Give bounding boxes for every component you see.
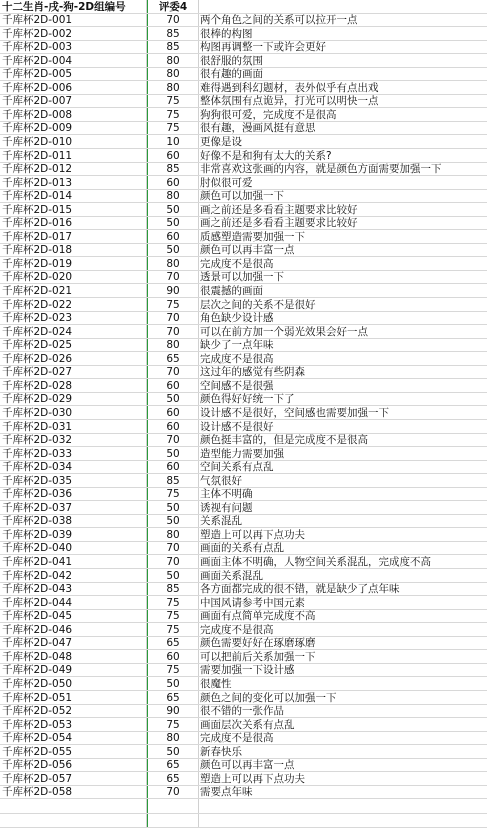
header-row <box>0 1 487 14</box>
score-cell[interactable]: 65 <box>166 637 180 650</box>
comment-cell[interactable]: 主体不明确 <box>200 488 253 501</box>
score-cell[interactable]: 85 <box>166 474 180 487</box>
id-cell[interactable]: 千库杯2D-037 <box>2 501 73 514</box>
comment-cell[interactable]: 肘似很可爱 <box>200 176 253 189</box>
table-row <box>0 475 487 488</box>
score-cell[interactable]: 90 <box>166 285 180 297</box>
score-cell[interactable]: 85 <box>166 41 180 54</box>
comment-cell[interactable]: 画面有点简单完成度不高 <box>200 610 316 623</box>
id-cell[interactable]: 千库杯2D-049 <box>2 664 73 677</box>
table-row <box>0 95 487 108</box>
score-cell[interactable]: 70 <box>166 556 180 568</box>
comment-cell[interactable]: 整体氛围有点诡异，打光可以明快一点 <box>200 95 379 108</box>
score-cell[interactable]: 85 <box>166 583 180 596</box>
header-score-cell[interactable]: 评委4 <box>158 1 188 13</box>
table-row <box>0 692 487 705</box>
score-cell[interactable]: 50 <box>166 217 180 230</box>
table-row <box>0 407 487 420</box>
comment-cell[interactable]: 各方面都完成的很不错，就是缺少了点年味 <box>200 583 400 596</box>
comment-cell[interactable]: 颜色可以加强一下 <box>200 190 284 203</box>
comment-cell[interactable]: 画面层次关系有点乱 <box>200 718 295 731</box>
comment-cell[interactable]: 透景可以加强一下 <box>200 271 284 284</box>
table-row <box>0 326 487 339</box>
comment-cell[interactable]: 狗狗很可爱，完成度不是很高 <box>200 108 337 121</box>
comment-cell[interactable]: 颜色得好好统一下了 <box>200 393 295 406</box>
score-cell[interactable]: 80 <box>166 339 180 352</box>
comment-cell[interactable]: 画面主体不明确，人物空间关系混乱，完成度不高 <box>200 556 431 568</box>
comment-cell[interactable]: 角色缺少设计感 <box>200 312 274 325</box>
table-row <box>0 678 487 691</box>
score-cell[interactable]: 75 <box>166 488 180 501</box>
table-row <box>0 339 487 352</box>
score-cell[interactable]: 75 <box>166 298 180 311</box>
id-cell[interactable]: 千库杯2D-008 <box>2 108 73 121</box>
id-cell[interactable]: 千库杯2D-045 <box>2 610 73 623</box>
comment-cell[interactable]: 颜色挺丰富的，但是完成度不是很高 <box>200 434 368 447</box>
score-cell[interactable]: 80 <box>166 68 180 81</box>
id-cell[interactable]: 千库杯2D-015 <box>2 203 73 216</box>
id-cell[interactable]: 千库杯2D-005 <box>2 68 73 81</box>
table-row <box>0 258 487 271</box>
score-cell[interactable]: 60 <box>166 230 180 243</box>
id-cell[interactable]: 千库杯2D-016 <box>2 217 73 230</box>
table-row <box>0 366 487 379</box>
table-row <box>0 529 487 542</box>
id-cell[interactable]: 千库杯2D-014 <box>2 190 73 203</box>
table-row <box>0 732 487 745</box>
score-cell[interactable]: 75 <box>166 610 180 623</box>
comment-cell[interactable]: 很棒的构图 <box>200 27 253 40</box>
id-cell[interactable]: 千库杯2D-001 <box>2 14 73 26</box>
score-cell[interactable]: 60 <box>166 650 180 663</box>
id-cell[interactable]: 千库杯2D-051 <box>2 691 73 704</box>
score-cell[interactable]: 10 <box>166 135 180 148</box>
id-cell[interactable]: 千库杯2D-010 <box>2 135 73 148</box>
comment-cell[interactable]: 颜色需要好好在琢磨琢磨 <box>200 637 316 650</box>
table-row <box>0 82 487 95</box>
table-row <box>0 271 487 284</box>
score-cell[interactable]: 75 <box>166 95 180 108</box>
comment-cell[interactable]: 画面的关系有点乱 <box>200 542 284 555</box>
comment-cell[interactable]: 画面关系混乱 <box>200 569 263 582</box>
id-cell[interactable]: 千库杯2D-032 <box>2 434 73 447</box>
table-row <box>0 570 487 583</box>
comment-cell[interactable]: 气氛很好 <box>200 474 242 487</box>
table-row <box>0 109 487 122</box>
score-cell[interactable]: 50 <box>166 569 180 582</box>
table-row <box>0 217 487 230</box>
score-cell[interactable]: 50 <box>166 515 180 528</box>
table-row <box>0 312 487 325</box>
comment-cell[interactable]: 很舒服的氛围 <box>200 54 263 67</box>
header-id-cell[interactable]: 十二生肖-戌-狗-2D组编号 <box>2 1 126 13</box>
id-cell[interactable]: 千库杯2D-050 <box>2 677 73 690</box>
score-cell[interactable]: 60 <box>166 379 180 392</box>
id-cell[interactable]: 千库杯2D-043 <box>2 583 73 596</box>
id-cell[interactable]: 千库杯2D-058 <box>2 786 73 799</box>
id-cell[interactable]: 千库杯2D-009 <box>2 122 73 135</box>
id-cell[interactable]: 千库杯2D-031 <box>2 420 73 433</box>
comment-cell[interactable]: 难得遇到科幻题材，表外似乎有点出戏 <box>200 81 379 94</box>
table-row <box>0 705 487 718</box>
comment-cell[interactable]: 很震撼的画面 <box>200 285 263 297</box>
table-row <box>0 556 487 569</box>
comment-cell[interactable]: 完成度不是很高 <box>200 257 274 270</box>
table-row <box>0 759 487 772</box>
id-cell[interactable]: 千库杯2D-052 <box>2 705 73 718</box>
id-cell[interactable]: 千库杯2D-053 <box>2 718 73 731</box>
comment-cell[interactable]: 空间关系有点乱 <box>200 461 274 474</box>
id-cell[interactable]: 千库杯2D-028 <box>2 379 73 392</box>
score-cell[interactable]: 65 <box>166 759 180 772</box>
comment-cell[interactable]: 关系混乱 <box>200 515 242 528</box>
id-cell[interactable]: 千库杯2D-007 <box>2 95 73 108</box>
score-cell[interactable]: 60 <box>166 461 180 474</box>
table-row <box>0 515 487 528</box>
score-cell[interactable]: 75 <box>166 718 180 731</box>
comment-cell[interactable]: 画之前还是多看看主题要求比较好 <box>200 203 358 216</box>
id-cell[interactable]: 千库杯2D-018 <box>2 244 73 257</box>
table-row <box>0 136 487 149</box>
table-row <box>0 244 487 257</box>
score-cell[interactable]: 65 <box>166 772 180 785</box>
comment-cell[interactable]: 新春快乐 <box>200 745 242 758</box>
id-cell[interactable]: 千库杯2D-054 <box>2 732 73 745</box>
score-cell[interactable]: 50 <box>166 745 180 758</box>
table-row <box>0 542 487 555</box>
score-cell[interactable]: 80 <box>166 257 180 270</box>
score-cell[interactable]: 60 <box>166 420 180 433</box>
score-cell[interactable]: 75 <box>166 122 180 135</box>
score-cell[interactable]: 65 <box>166 691 180 704</box>
score-cell[interactable]: 65 <box>166 352 180 365</box>
score-cell[interactable]: 85 <box>166 27 180 40</box>
comment-cell[interactable]: 设计感不是很好 <box>200 420 274 433</box>
table-row <box>0 746 487 759</box>
score-cell[interactable]: 80 <box>166 190 180 203</box>
score-cell[interactable]: 80 <box>166 528 180 541</box>
id-cell[interactable]: 千库杯2D-048 <box>2 650 73 663</box>
comment-cell[interactable]: 画之前还是多看看主题要求比较好 <box>200 217 358 230</box>
table-row <box>0 163 487 176</box>
id-cell[interactable]: 千库杯2D-047 <box>2 637 73 650</box>
score-cell[interactable]: 50 <box>166 203 180 216</box>
id-cell[interactable]: 千库杯2D-036 <box>2 488 73 501</box>
score-cell[interactable]: 75 <box>166 108 180 121</box>
comment-cell[interactable]: 诱视有问题 <box>200 501 253 514</box>
score-cell[interactable]: 60 <box>166 176 180 189</box>
comment-cell[interactable]: 设计感不是很好，空间感也需要加强一下 <box>200 406 389 419</box>
id-cell[interactable]: 千库杯2D-013 <box>2 176 73 189</box>
table-row <box>0 448 487 461</box>
id-cell[interactable]: 千库杯2D-041 <box>2 556 73 568</box>
score-cell[interactable]: 70 <box>166 786 180 799</box>
table-row <box>0 421 487 434</box>
id-cell[interactable]: 千库杯2D-020 <box>2 271 73 284</box>
comment-cell[interactable]: 很有趣，漫画风挺有意思 <box>200 122 316 135</box>
score-cell[interactable]: 70 <box>166 366 180 379</box>
id-cell[interactable]: 千库杯2D-003 <box>2 41 73 54</box>
score-cell[interactable]: 50 <box>166 447 180 460</box>
comment-cell[interactable]: 中国风请参考中国元素 <box>200 596 305 609</box>
id-cell[interactable]: 千库杯2D-034 <box>2 461 73 474</box>
table-row <box>0 122 487 135</box>
table-row <box>0 68 487 81</box>
score-cell[interactable]: 75 <box>166 623 180 636</box>
score-cell[interactable]: 75 <box>166 596 180 609</box>
comment-cell[interactable]: 需要加强一下设计感 <box>200 664 295 677</box>
table-row <box>0 664 487 677</box>
comment-cell[interactable]: 可以在前方加一个弱光效果会好一点 <box>200 325 368 338</box>
id-cell[interactable]: 千库杯2D-035 <box>2 474 73 487</box>
score-cell[interactable]: 50 <box>166 393 180 406</box>
table-row <box>0 353 487 366</box>
table-row <box>0 583 487 596</box>
comment-cell[interactable]: 层次之间的关系不是很好 <box>200 298 316 311</box>
table-row <box>0 773 487 786</box>
table-row <box>0 637 487 650</box>
score-cell[interactable]: 70 <box>166 14 180 26</box>
id-cell[interactable]: 千库杯2D-021 <box>2 285 73 297</box>
table-row <box>0 502 487 515</box>
comment-cell[interactable]: 颜色可以再丰富一点 <box>200 759 295 772</box>
comment-cell[interactable]: 好像不是和狗有太大的关系? <box>200 149 332 162</box>
id-cell[interactable]: 千库杯2D-055 <box>2 745 73 758</box>
table-row <box>0 14 487 27</box>
score-cell[interactable]: 70 <box>166 434 180 447</box>
id-cell[interactable]: 千库杯2D-042 <box>2 569 73 582</box>
table-row <box>0 299 487 312</box>
score-cell[interactable]: 80 <box>166 81 180 94</box>
id-cell[interactable]: 千库杯2D-038 <box>2 515 73 528</box>
id-cell[interactable]: 千库杯2D-025 <box>2 339 73 352</box>
id-cell[interactable]: 千库杯2D-056 <box>2 759 73 772</box>
id-cell[interactable]: 千库杯2D-030 <box>2 406 73 419</box>
comment-cell[interactable]: 质感塑造需要加强一下 <box>200 230 305 243</box>
table-row <box>0 434 487 447</box>
comment-cell[interactable]: 颜色可以再丰富一点 <box>200 244 295 257</box>
table-row <box>0 231 487 244</box>
id-cell[interactable]: 千库杯2D-039 <box>2 528 73 541</box>
id-cell[interactable]: 千库杯2D-027 <box>2 366 73 379</box>
id-cell[interactable]: 千库杯2D-002 <box>2 27 73 40</box>
score-cell[interactable]: 90 <box>166 705 180 718</box>
id-cell[interactable]: 千库杯2D-022 <box>2 298 73 311</box>
table-row <box>0 190 487 203</box>
comment-cell[interactable]: 这过年的感觉有些阴森 <box>200 366 305 379</box>
comment-cell[interactable]: 很不错的一张作品 <box>200 705 284 718</box>
comment-cell[interactable]: 很有趣的画面 <box>200 68 263 81</box>
score-cell[interactable]: 70 <box>166 325 180 338</box>
comment-cell[interactable]: 完成度不是很高 <box>200 623 274 636</box>
score-cell[interactable]: 85 <box>166 163 180 176</box>
comment-cell[interactable]: 造型能力需要加强 <box>200 447 284 460</box>
table-row <box>0 28 487 41</box>
score-cell[interactable]: 60 <box>166 406 180 419</box>
comment-cell[interactable]: 非常喜欢这张画的内容，就是颜色方面需要加强一下 <box>200 163 442 176</box>
comment-cell[interactable]: 完成度不是很高 <box>200 732 274 745</box>
id-cell[interactable]: 千库杯2D-019 <box>2 257 73 270</box>
table-row <box>0 41 487 54</box>
score-cell[interactable]: 70 <box>166 312 180 325</box>
score-cell[interactable]: 70 <box>166 271 180 284</box>
score-cell[interactable]: 50 <box>166 501 180 514</box>
header-comment-cell[interactable] <box>200 1 487 13</box>
comment-cell[interactable]: 两个角色之间的关系可以拉开一点 <box>200 14 358 26</box>
comment-cell[interactable]: 塑造上可以再下点功夫 <box>200 528 305 541</box>
comment-cell[interactable]: 颜色之间的变化可以加强一下 <box>200 691 337 704</box>
table-row <box>0 204 487 217</box>
id-cell[interactable]: 千库杯2D-040 <box>2 542 73 555</box>
id-cell[interactable]: 千库杯2D-026 <box>2 352 73 365</box>
score-cell[interactable]: 80 <box>166 732 180 745</box>
score-cell[interactable]: 50 <box>166 244 180 257</box>
id-cell[interactable]: 千库杯2D-023 <box>2 312 73 325</box>
table-row <box>0 651 487 664</box>
id-cell[interactable]: 千库杯2D-012 <box>2 163 73 176</box>
comment-cell[interactable]: 可以把前后关系加强一下 <box>200 650 316 663</box>
id-cell[interactable]: 千库杯2D-006 <box>2 81 73 94</box>
table-row <box>0 150 487 163</box>
score-cell[interactable]: 80 <box>166 54 180 67</box>
comment-cell[interactable]: 需要点年味 <box>200 786 253 799</box>
comment-cell[interactable]: 空间感不是很强 <box>200 379 274 392</box>
table-row <box>0 393 487 406</box>
id-cell[interactable]: 千库杯2D-024 <box>2 325 73 338</box>
id-cell[interactable]: 千库杯2D-046 <box>2 623 73 636</box>
table-row <box>0 380 487 393</box>
id-cell[interactable]: 千库杯2D-044 <box>2 596 73 609</box>
comment-cell[interactable]: 塑造上可以再下点功夫 <box>200 772 305 785</box>
empty-row-line <box>0 813 487 814</box>
table-row <box>0 177 487 190</box>
table-row <box>0 786 487 799</box>
comment-cell[interactable]: 更像是设 <box>200 135 242 148</box>
table-row <box>0 610 487 623</box>
id-cell[interactable]: 千库杯2D-029 <box>2 393 73 406</box>
table-row <box>0 488 487 501</box>
table-row <box>0 719 487 732</box>
table-row <box>0 624 487 637</box>
id-cell[interactable]: 千库杯2D-017 <box>2 230 73 243</box>
id-cell[interactable]: 千库杯2D-057 <box>2 772 73 785</box>
score-cell[interactable]: 50 <box>166 677 180 690</box>
comment-cell[interactable]: 缺少了一点年味 <box>200 339 274 352</box>
id-cell[interactable]: 千库杯2D-011 <box>2 149 73 162</box>
score-cell[interactable]: 70 <box>166 542 180 555</box>
score-cell[interactable]: 60 <box>166 149 180 162</box>
table-row <box>0 461 487 474</box>
table-row <box>0 597 487 610</box>
comment-cell[interactable]: 完成度不是很高 <box>200 352 274 365</box>
id-cell[interactable]: 千库杯2D-004 <box>2 54 73 67</box>
comment-cell[interactable]: 构图再调整一下或许会更好 <box>200 41 326 54</box>
table-row <box>0 285 487 298</box>
table-row <box>0 55 487 68</box>
score-cell[interactable]: 75 <box>166 664 180 677</box>
comment-cell[interactable]: 很魔性 <box>200 677 232 690</box>
id-cell[interactable]: 千库杯2D-033 <box>2 447 73 460</box>
